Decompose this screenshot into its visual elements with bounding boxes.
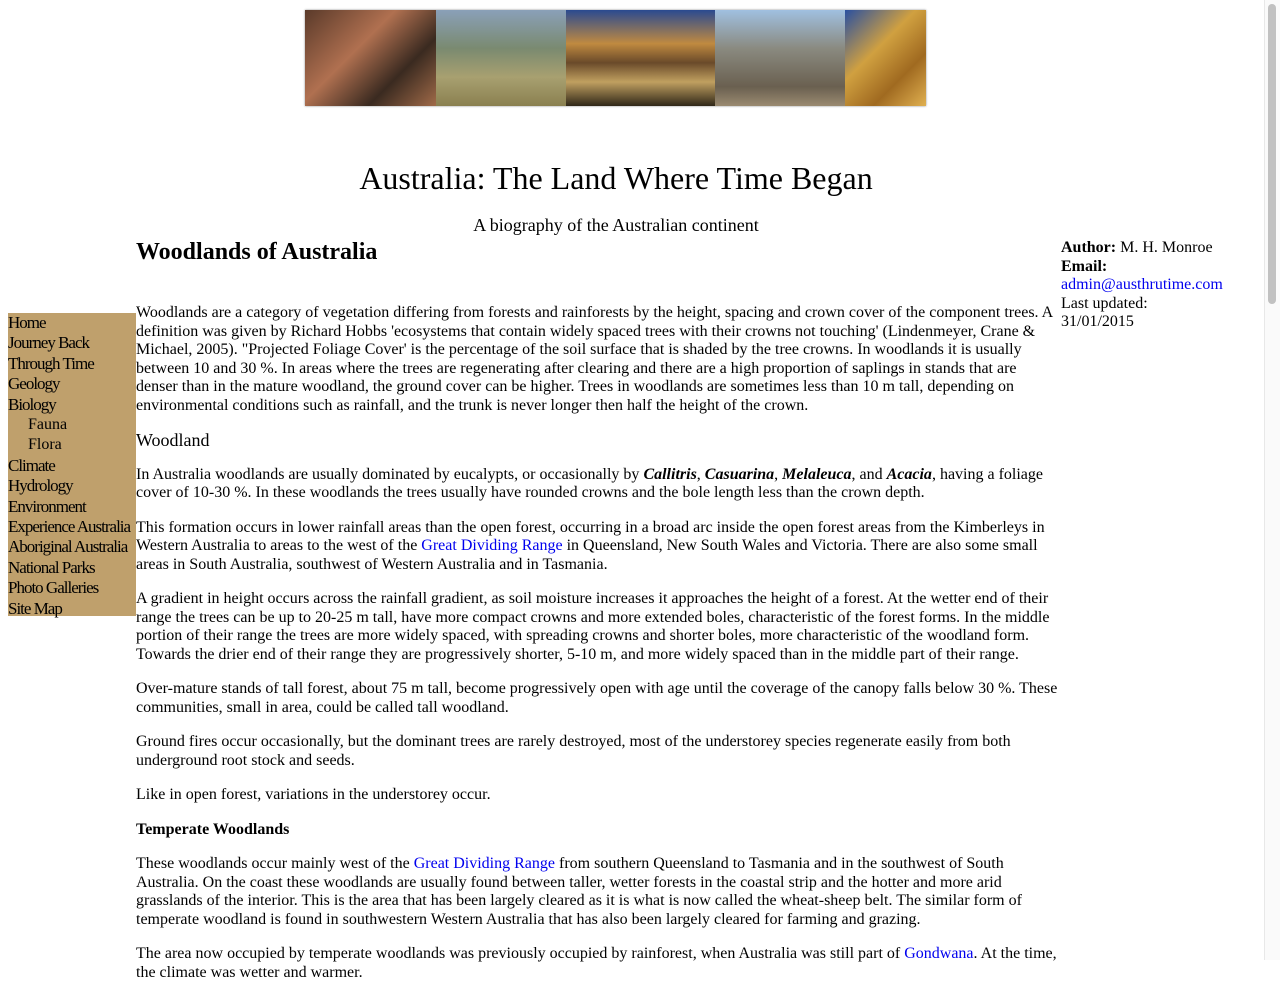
sidebar-nav — [8, 313, 136, 616]
text-run: Woodland — [136, 430, 210, 450]
text-run: , and — [851, 465, 887, 483]
genus-name: Casuarina — [704, 465, 775, 483]
section-heading — [136, 821, 1058, 840]
article — [136, 236, 1058, 998]
nav-flora[interactable]: Flora — [28, 436, 62, 454]
scrollbar-thumb[interactable] — [1268, 4, 1276, 304]
author-name: M. H. Monroe — [1116, 239, 1213, 256]
scrollbar[interactable] — [1264, 0, 1280, 960]
text-run: In Australia woodlands are usually dominated by eucalypts, or occasionally by — [136, 465, 644, 483]
paragraph — [136, 466, 1058, 503]
banner-photo-cliff — [845, 10, 926, 106]
nav-biology[interactable]: Biology — [8, 394, 56, 414]
text-run: Temperate Woodlands — [136, 820, 290, 838]
nav-site-map[interactable]: Site Map — [8, 598, 62, 618]
genus-name: Acacia — [886, 465, 932, 483]
site-subtitle: A biography of the Australian continent — [473, 215, 759, 235]
paragraph — [136, 680, 1058, 717]
email-link[interactable]: admin@austhrutime.com — [1061, 276, 1223, 293]
paragraph — [136, 855, 1058, 929]
text-run: . At the time, the climate was wetter and warmer. — [136, 945, 1057, 981]
genus-name: Callitris — [643, 465, 697, 483]
text-run: A gradient in height occurs across the rainfall gradient, as soil moisture increases it approaches the height of a forest. At the wetter end of their range the trees can be up to 20-25 m tall, have more compact crowns and more extended boles, characteristic of the forest forms. In the middle portion of their range the trees are more widely spaced, with spreading crowns and shorter boles, more characteristic of the woodland form. Towards the drier end of their range they are progressively shorter, 5-10 m, and more widely spaced than in the middle part of their range. — [136, 590, 1050, 663]
nav-journey-back[interactable]: Journey Back — [8, 333, 90, 353]
text-run: These woodlands occur mainly west of the — [136, 855, 414, 872]
paragraph — [136, 519, 1058, 575]
updated-date: 31/01/2015 — [1061, 313, 1134, 330]
article-body — [136, 304, 1058, 982]
inline-link[interactable]: Great Dividing Range — [413, 855, 555, 872]
updated-label: Last updated: — [1061, 294, 1148, 312]
text-run: Ground fires occur occasionally, but the dominant trees are rarely destroyed, most of the understorey species regenerate easily from both underground root stock and seeds. — [136, 733, 1011, 769]
text-run: This formation occurs in lower rainfall areas than the open forest, occurring in a broad arc inside the open forest areas from the Kimberleys in Western Australia to areas to the west of the — [136, 518, 1045, 554]
section-heading — [136, 431, 1058, 450]
text-run: The area now occupied by temperate woodlands was previously occupied by rainforest, when Australia was still part of — [136, 945, 905, 962]
nav-home[interactable]: Home — [8, 313, 46, 332]
text-run: Over-mature stands of tall forest, about 75 m tall, become progressively open with age until the coverage of the canopy falls below 30 %. These communities, small in area, could be called tall woodland. — [136, 680, 1058, 716]
genus-name: Melaleuca — [782, 465, 852, 483]
site-title: Australia: The Land Where Time Began — [359, 160, 873, 196]
nav-environment[interactable]: Environment — [8, 496, 86, 516]
paragraph — [136, 786, 1058, 805]
paragraph — [136, 945, 1058, 982]
text-run: in Queensland, New South Wales and Victoria. There are also some small areas in South Australia, southwest of Western Australia and in Tasmania. — [136, 537, 1038, 573]
inline-link[interactable]: Great Dividing Range — [421, 537, 563, 554]
article-title: Woodlands of Australia — [136, 239, 378, 265]
text-run: Like in open forest, variations in the understorey occur. — [136, 786, 491, 803]
text-run: Woodlands are a category of vegetation differing from forests and rainforests by the height, spacing and crown cover of the component trees. A definition was given by Richard Hobbs 'ecosystems that contain widely spaced trees with their crowns not touching' (Lindenmeyer, Crane & Michael, 2005). "Projected Foliage Cover' is the percentage of the soil surface that is shaded by the tree crowns. In woodlands it is usually between 10 and 30 %. In areas where the trees are regenerating after clearing and there are a high proportion of saplings in stands that are denser than in the mature woodland, the ground cover can be higher. Trees in woodlands are sometimes less than 10 m tall, depending on environmental conditions such as rainfall, and the trunk is never longer then half the height of the crown. — [136, 304, 1053, 414]
nav-fauna[interactable]: Fauna — [28, 416, 68, 434]
nav-aboriginal-australia[interactable]: Aboriginal Australia — [8, 537, 128, 557]
nav-hydrology[interactable]: Hydrology — [8, 476, 73, 496]
inline-link[interactable]: Gondwana — [904, 945, 974, 962]
paragraph — [136, 733, 1058, 770]
text-run: , having a foliage cover of 10-30 %. In these woodlands the trees usually have rounded crowns and the bole length less than the crown depth. — [136, 465, 1044, 501]
paragraph — [136, 304, 1058, 415]
text-run: , — [774, 465, 783, 483]
nav-climate[interactable]: Climate — [8, 455, 55, 475]
nav-through-time[interactable]: Through Time — [8, 353, 94, 373]
text-run: from southern Queensland to Tasmania and in the southwest of South Australia. On the coast these woodlands are usually found between taller, wetter forests in the coastal strip and the hotter and more arid grasslands of the interior. This is the area that has been largely cleared as it is what is now called the wheat-sheep belt. The similar form of temperate woodland is found in southwestern Western Australia that has also been largely cleared for farming and grazing. — [136, 855, 1022, 928]
banner-photo-rocks — [305, 10, 436, 106]
author-info — [1061, 239, 1223, 332]
header-banner-images — [305, 10, 926, 106]
banner-photo-tree — [715, 10, 845, 106]
banner-photo-gorge — [566, 10, 715, 106]
author-label: Author: — [1061, 239, 1117, 256]
banner-photo-mountains — [436, 10, 566, 106]
email-label: Email: — [1061, 257, 1108, 275]
paragraph — [136, 590, 1058, 664]
nav-experience-australia[interactable]: Experience Australia — [8, 517, 131, 537]
nav-national-parks[interactable]: National Parks — [8, 557, 95, 577]
nav-photo-galleries[interactable]: Photo Galleries — [8, 578, 99, 598]
nav-geology[interactable]: Geology — [8, 374, 60, 394]
text-run: , — [696, 465, 705, 483]
